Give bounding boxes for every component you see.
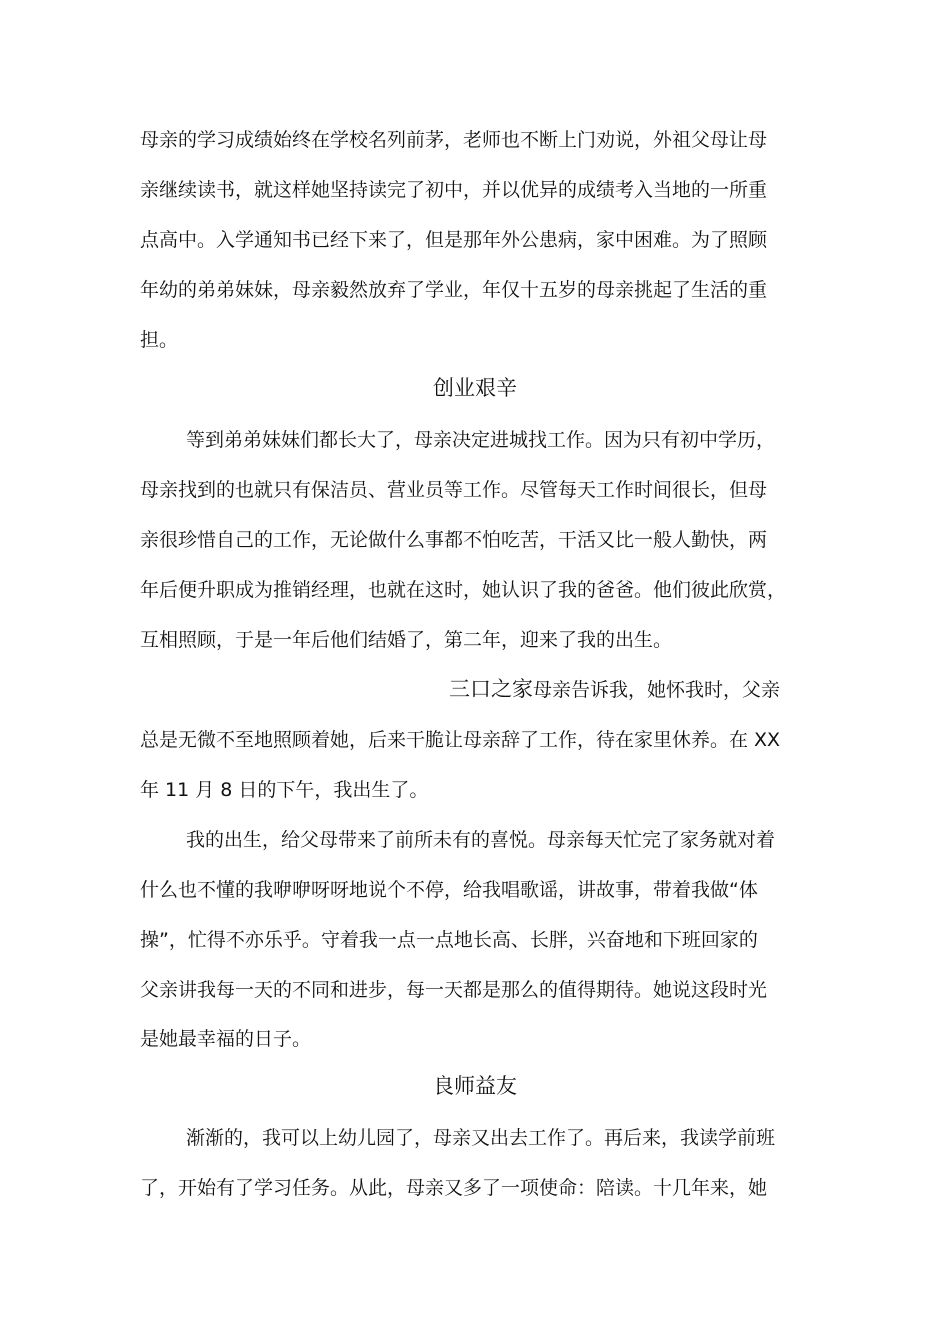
section-heading: 创业艰辛: [433, 376, 517, 400]
text-line: 年幼的弟弟妹妹，母亲毅然放弃了学业，年仅十五岁的母亲挑起了生活的重: [140, 279, 768, 301]
text-line: 担。: [140, 329, 179, 351]
text-line: 操”，忙得不亦乐乎。守着我一点一点地长高、长胖，兴奋地和下班回家的: [140, 929, 758, 951]
text-line: 了，开始有了学习任务。从此，母亲又多了一项使命：陪读。十几年来，她: [140, 1177, 768, 1199]
section-heading: 良师益友: [433, 1074, 517, 1098]
inline-section-heading: 三口之家: [449, 677, 533, 701]
text-line: 是她最幸福的日子。: [140, 1028, 312, 1050]
text-line: 年后便升职成为推销经理，也就在这时，她认识了我的爸爸。他们彼此欣赏，: [140, 579, 787, 601]
text-line: 渐渐的，我可以上幼儿园了，母亲又出去工作了。再后来，我读学前班: [186, 1127, 776, 1149]
text-run: 母亲告诉我，她怀我时，父亲: [533, 679, 781, 701]
text-line: 亲很珍惜自己的工作，无论做什么事都不怕吃苦，干活又比一般人勤快，两: [140, 529, 768, 551]
text-line: 母亲找到的也就只有保洁员、营业员等工作。尽管每天工作时间很长，但母: [140, 479, 768, 501]
text-line: 互相照顾，于是一年后他们结婚了，第二年，迎来了我的出生。: [140, 629, 673, 651]
text-line: [449, 676, 830, 703]
text-line: 什么也不懂的我咿咿呀呀地说个不停，给我唱歌谣，讲故事，带着我做“体: [140, 879, 758, 901]
text-line: 等到弟弟妹妹们都长大了，母亲决定进城找工作。因为只有初中学历，: [186, 429, 776, 451]
text-line: 母亲的学习成绩始终在学校名列前茅，老师也不断上门劝说，外祖父母让母: [140, 129, 768, 151]
text-line: 总是无微不至地照顾着她，后来干脆让母亲辞了工作，待在家里休养。在 XX: [140, 729, 781, 751]
text-line: 亲继续读书，就这样她坚持读完了初中，并以优异的成绩考入当地的一所重: [140, 179, 768, 201]
text-line: 父亲讲我每一天的不同和进步，每一天都是那么的值得期待。她说这段时光: [140, 979, 768, 1001]
text-line: 年 11 月 8 日的下午，我出生了。: [140, 779, 429, 801]
text-line: 我的出生，给父母带来了前所未有的喜悦。母亲每天忙完了家务就对着: [186, 829, 776, 851]
text-line: 点高中。入学通知书已经下来了，但是那年外公患病，家中困难。为了照顾: [140, 229, 768, 251]
